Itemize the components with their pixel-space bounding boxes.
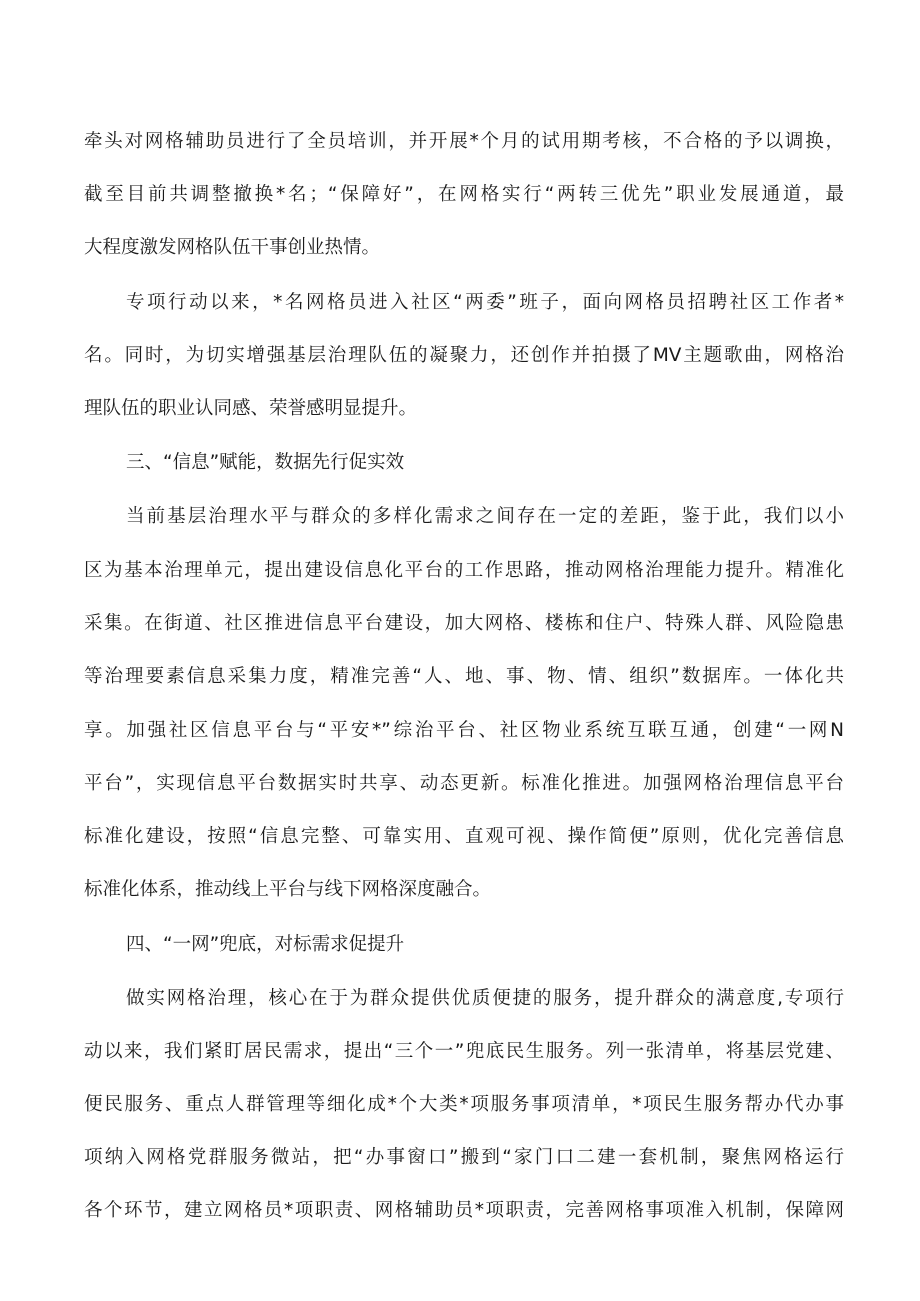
paragraph-line: 专项行动以来，*名网格员进入社区“两委”班子，面向网格员招聘社区工作者* — [126, 292, 844, 313]
paragraph-line: 平台”，实现信息平台数据实时共享、动态更新。标准化推进。加强网格治理信息平台 — [84, 773, 844, 794]
paragraph-line: 当前基层治理水平与群众的多样化需求之间存在一定的差距，鉴于此，我们以小 — [126, 506, 844, 527]
paragraph-line: 牵头对网格辅助员进行了全员培训，并开展*个月的试用期考核，不合格的予以调换， — [84, 131, 844, 152]
paragraph-line: 名。同时，为切实增强基层治理队伍的凝聚力，还创作并拍摄了MV主题歌曲，网格治 — [84, 345, 844, 366]
paragraph-line: 等治理要素信息采集力度，精准完善“人、地、事、物、情、组织”数据库。一体化共 — [84, 666, 844, 687]
paragraph-line: 各个环节，建立网格员*项职责、网格辅助员*项职责，完善网格事项准入机制，保障网 — [84, 1200, 844, 1221]
paragraph-line: 大程度激发网格队伍干事创业热情。 — [84, 237, 381, 258]
paragraph-line: 动以来，我们紧盯居民需求，提出“三个一”兜底民生服务。列一张清单，将基层党建、 — [84, 1041, 844, 1062]
paragraph-line: 截至目前共调整撤换*名；“保障好”，在网格实行“两转三优先”职业发展通道，最 — [84, 184, 844, 205]
section-heading: 三、“信息”赋能，数据先行促实效 — [126, 452, 405, 473]
paragraph-line: 采集。在街道、社区推进信息平台建设，加大网格、楼栋和住户、特殊人群、风险隐患 — [84, 613, 844, 634]
paragraph-line: 理队伍的职业认同感、荣誉感明显提升。 — [84, 398, 418, 419]
section-heading: 四、“一网”兜底，对标需求促提升 — [126, 934, 405, 955]
paragraph-line: 享。加强社区信息平台与“平安*”综治平台、社区物业系统互联互通，创建“一网N — [84, 720, 844, 741]
paragraph-line: 便民服务、重点人群管理等细化成*个大类*项服务事项清单，*项民生服务帮办代办事 — [84, 1094, 844, 1115]
paragraph-line: 区为基本治理单元，提出建设信息化平台的工作思路，推动网格治理能力提升。精准化 — [84, 560, 844, 581]
paragraph-line: 标准化建设，按照“信息完整、可靠实用、直观可视、操作简便”原则，优化完善信息 — [84, 826, 844, 847]
paragraph-line: 项纳入网格党群服务微站，把“办事窗口”搬到“家门口二建一套机制，聚焦网格运行 — [84, 1147, 844, 1168]
paragraph-line: 做实网格治理，核心在于为群众提供优质便捷的服务，提升群众的满意度,专项行 — [126, 988, 844, 1009]
paragraph-line: 标准化体系，推动线上平台与线下网格深度融合。 — [84, 879, 492, 900]
